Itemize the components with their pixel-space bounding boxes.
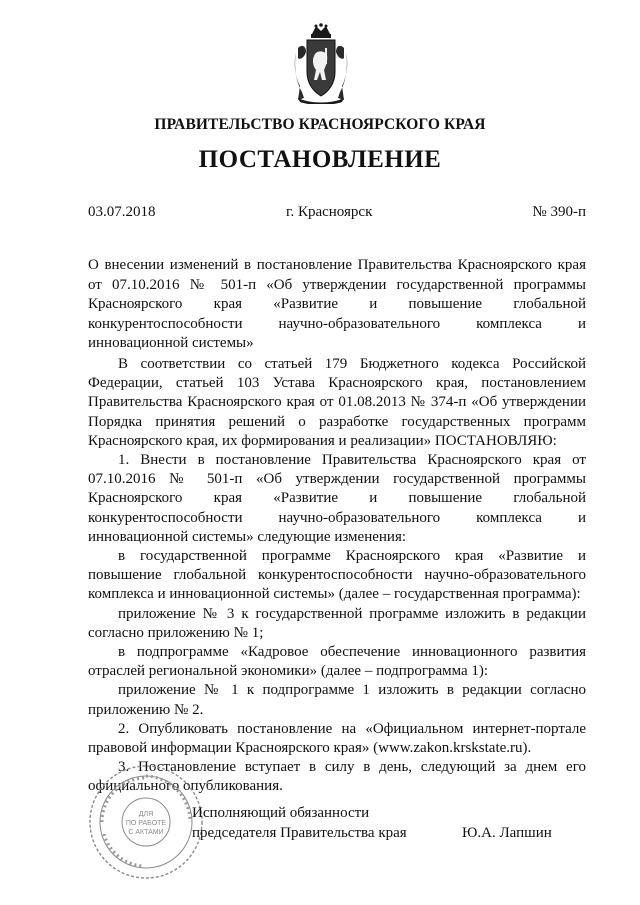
document-number: № 390-п: [532, 204, 586, 220]
signature-block: [0, 804, 640, 864]
government-title: ПРАВИТЕЛЬСТВО КРАСНОЯРСКОГО КРАЯ: [154, 116, 486, 133]
document-subject: О внесении изменений в постановление Правительства Красноярского края от 07.10.2016 № 501-п «Об утверждении государственной программы Красноярского края «Развитие и повышение глобальной конкурентоспособности научно-образовательного комплекса и инновационной системы»: [88, 257, 586, 351]
document-meta-row: [88, 204, 586, 224]
signatory-position-line-2: председателя Правительства края: [192, 824, 407, 841]
document-body: [88, 355, 586, 797]
document-type-heading: ПОСТАНОВЛЕНИЕ: [198, 146, 442, 173]
signatory-position: [192, 804, 407, 843]
paragraph-subprogram: в подпрограмме «Кадровое обеспечение инновационного развития отраслей региональной экономики» (далее – подпрограмма 1):: [88, 644, 586, 680]
paragraph-preamble: В соответствии со статьей 179 Бюджетного кодекса Российской Федерации, статьей 103 Устава Красноярского края, постановлением Правительства Красноярского края от 01.08.2013 № 374-п «Об утверждении Порядка принятия решений о разработке государственных программ Красноярского края, их формирования и реализации» ПОСТАНОВЛЯЮ:: [88, 356, 586, 449]
signatory-name: Ю.А. Лапшин: [462, 825, 552, 841]
paragraph-item-2: 2. Опубликовать постановление на «Официальном интернет-портале правовой информации Красноярского края» (www.zakon.krskstate.ru).: [88, 720, 586, 757]
svg-text:ДЛЯ: ДЛЯ: [138, 811, 154, 818]
paragraph-appendix-3: приложение № 3 к государственной программе изложить в редакции согласно приложению № 1;: [88, 605, 586, 641]
paragraph-item-1: 1. Внести в постановление Правительства Красноярского края от 07.10.2016 № 501-п «Об утверждении государственной программы Красноярского края «Развитие и повышение глобальной конкурентоспособности научно-образовательного комплекса и инновационной системы» следующие изменения:: [88, 452, 586, 545]
paragraph-appendix-1: приложение № 1 к подпрограмме 1 изложить в редакции согласно приложению № 2.: [88, 682, 586, 718]
paragraph-item-3: 3. Постановление вступает в силу в день, следующий за днем его официального опубликования.: [88, 759, 586, 795]
signatory-position-line-1: Исполняющий обязанности: [192, 805, 370, 821]
document-city: г. Красноярск: [286, 204, 373, 220]
svg-text:ПО РАБОТЕ: ПО РАБОТЕ: [125, 820, 167, 827]
document-date: 03.07.2018: [88, 204, 156, 220]
svg-text:С АКТАМИ: С АКТАМИ: [128, 829, 164, 836]
krasnoyarsk-coat-of-arms-icon: [290, 22, 352, 104]
paragraph-state-program: в государственной программе Красноярского края «Развитие и повышение глобальной конкурентоспособности научно-образовательного комплекса и инновационной системы» (далее – государственная программа):: [88, 548, 586, 603]
